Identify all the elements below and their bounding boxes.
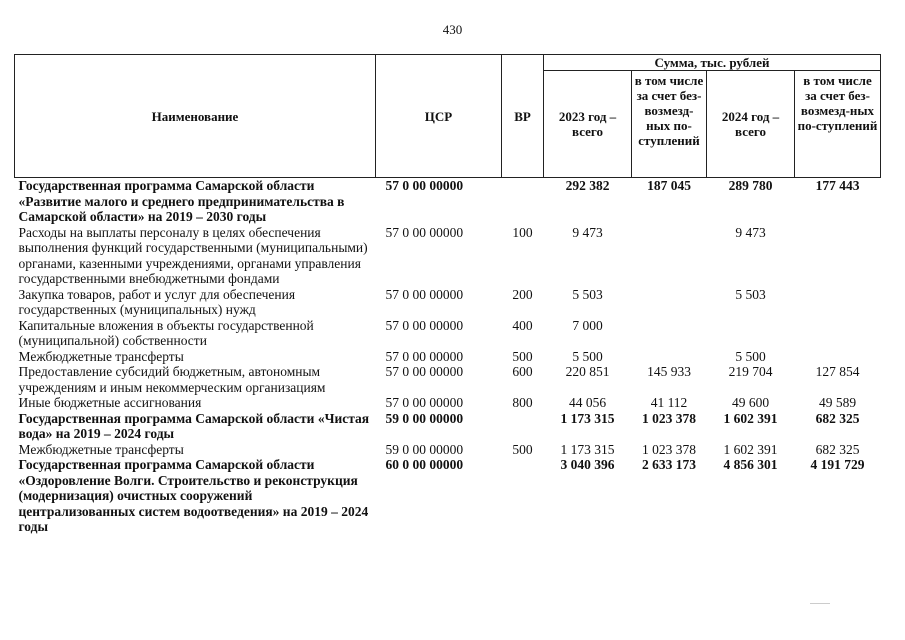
- row-2024-total: 49 600: [731, 395, 770, 410]
- row-vr: [502, 457, 544, 535]
- row-2023-total: 44 056: [568, 395, 607, 410]
- scan-mark: [810, 603, 830, 604]
- row-2024-total: [707, 318, 795, 349]
- row-2024-gratuitous: [795, 318, 881, 349]
- row-csr: 57 0 00 00000: [385, 364, 464, 379]
- program-row: [15, 178, 881, 225]
- row-2023-total: 5 503: [572, 286, 603, 302]
- row-2024-total: 1 602 391: [723, 410, 778, 426]
- row-2024-total: 4 856 301: [723, 457, 778, 472]
- row-csr: 59 0 00 00000: [385, 410, 464, 426]
- row-name: Межбюджетные трансферты: [18, 441, 184, 457]
- row-csr: 57 0 00 00000: [385, 224, 464, 240]
- header-sum: Сумма, тыс. рублей: [544, 55, 881, 71]
- row-2024-total: 289 780: [728, 178, 773, 193]
- row-2024-gratuitous: 682 325: [815, 441, 860, 457]
- row-2023-gratuitous: [632, 318, 707, 349]
- row-vr: 200: [512, 286, 533, 302]
- table-row: [15, 318, 881, 349]
- row-2024-total: 1 602 391: [723, 441, 778, 457]
- table-row: [15, 364, 881, 395]
- page-number: 430: [442, 22, 463, 37]
- header-csr: ЦСР: [376, 55, 502, 178]
- row-2023-gratuitous: 2 633 173: [642, 457, 696, 472]
- row-name: Межбюджетные трансферты: [18, 348, 184, 364]
- row-csr: 57 0 00 00000: [385, 395, 464, 410]
- row-name: Капитальные вложения в объекты государственной (муниципальной) собственности: [18, 317, 314, 348]
- table-header: [15, 55, 881, 178]
- row-csr: 57 0 00 00000: [385, 178, 464, 193]
- row-name: Иные бюджетные ассигнования: [18, 395, 202, 410]
- row-vr: 100: [512, 224, 533, 240]
- row-2023-gratuitous: [632, 287, 707, 318]
- row-name: Закупка товаров, работ и услуг для обеспечения государственных (муниципальных) нужд: [18, 286, 296, 317]
- row-2023-gratuitous: 1 023 378: [642, 441, 696, 457]
- row-2023-total: 1 173 315: [560, 441, 615, 457]
- row-2023-gratuitous: 187 045: [647, 178, 691, 193]
- row-csr: 57 0 00 00000: [385, 286, 464, 302]
- table-row: [15, 287, 881, 318]
- row-2024-gratuitous: 49 589: [818, 395, 857, 410]
- program-row: [15, 457, 881, 535]
- row-2023-total: 9 473: [572, 224, 603, 240]
- row-vr: 600: [512, 364, 533, 379]
- row-vr: [502, 178, 544, 225]
- program-row: [15, 411, 881, 442]
- row-2024-total: 5 500: [735, 348, 766, 364]
- row-2024-gratuitous: 127 854: [815, 364, 860, 379]
- header-vr: ВР: [502, 55, 544, 178]
- row-2024-gratuitous: 682 325: [815, 410, 860, 426]
- row-name: Государственная программа Самарской области «Оздоровление Волги. Строительство и реконструкция (модернизация) очистных сооружений централизованных систем водоотведения» на 2019 – 2024 годы: [18, 457, 369, 534]
- row-csr: 59 0 00 00000: [385, 441, 464, 457]
- row-vr: 500: [512, 441, 533, 457]
- table-row: [15, 442, 881, 458]
- row-2024-total: 9 473: [735, 224, 766, 240]
- row-2023-gratuitous: [632, 349, 707, 365]
- header-2023-gratuitous: в том числе за счет без-возмезд-ных по-ступлений: [632, 71, 707, 178]
- row-vr: 500: [512, 348, 533, 364]
- row-name: Государственная программа Самарской области «Чистая вода» на 2019 – 2024 годы: [18, 410, 370, 441]
- row-2023-total: 1 173 315: [560, 410, 615, 426]
- row-csr: 57 0 00 00000: [385, 348, 464, 364]
- header-2024-gratuitous: в том числе за счет без-возмезд-ных по-ступлений: [795, 71, 881, 178]
- row-2024-gratuitous: [795, 349, 881, 365]
- row-2024-gratuitous: [795, 287, 881, 318]
- row-2023-gratuitous: 1 023 378: [642, 410, 696, 426]
- row-2024-total: 5 503: [735, 286, 766, 302]
- row-name: Расходы на выплаты персоналу в целях обеспечения выполнения функций государственными (муниципальными) органами, казенными учреждениями, органами управления государственными внебюджетными фондами: [18, 224, 368, 286]
- row-name: Предоставление субсидий бюджетным, автономным учреждениям и иным некоммерческим организациям: [18, 364, 326, 395]
- row-2024-total: 219 704: [728, 364, 773, 379]
- row-2023-gratuitous: 41 112: [650, 395, 688, 410]
- table-body: [15, 178, 881, 535]
- row-csr: 60 0 00 00000: [385, 457, 464, 472]
- row-2023-total: 220 851: [565, 364, 610, 379]
- row-2024-gratuitous: [795, 225, 881, 287]
- row-2023-total: 292 382: [565, 178, 610, 193]
- row-2024-gratuitous: 177 443: [815, 178, 860, 193]
- row-2024-gratuitous: 4 191 729: [810, 457, 865, 472]
- row-2023-gratuitous: 145 933: [647, 364, 691, 379]
- row-2023-total: 7 000: [572, 317, 603, 333]
- row-2023-gratuitous: [632, 225, 707, 287]
- header-2024-total: 2024 год – всего: [707, 71, 795, 178]
- row-vr: 400: [512, 317, 533, 333]
- row-name: Государственная программа Самарской области «Развитие малого и среднего предпринимательства в Самарской области» на 2019 – 2030 годы: [18, 178, 345, 224]
- table-row: [15, 349, 881, 365]
- row-2023-total: 3 040 396: [560, 457, 615, 472]
- row-vr: [502, 411, 544, 442]
- header-name: Наименование: [15, 55, 376, 178]
- row-csr: 57 0 00 00000: [385, 317, 464, 333]
- row-2023-total: 5 500: [572, 348, 603, 364]
- header-2023-total: 2023 год – всего: [544, 71, 632, 178]
- row-vr: 800: [512, 395, 533, 410]
- table-row: [15, 395, 881, 411]
- budget-table: [14, 54, 881, 535]
- table-row: [15, 225, 881, 287]
